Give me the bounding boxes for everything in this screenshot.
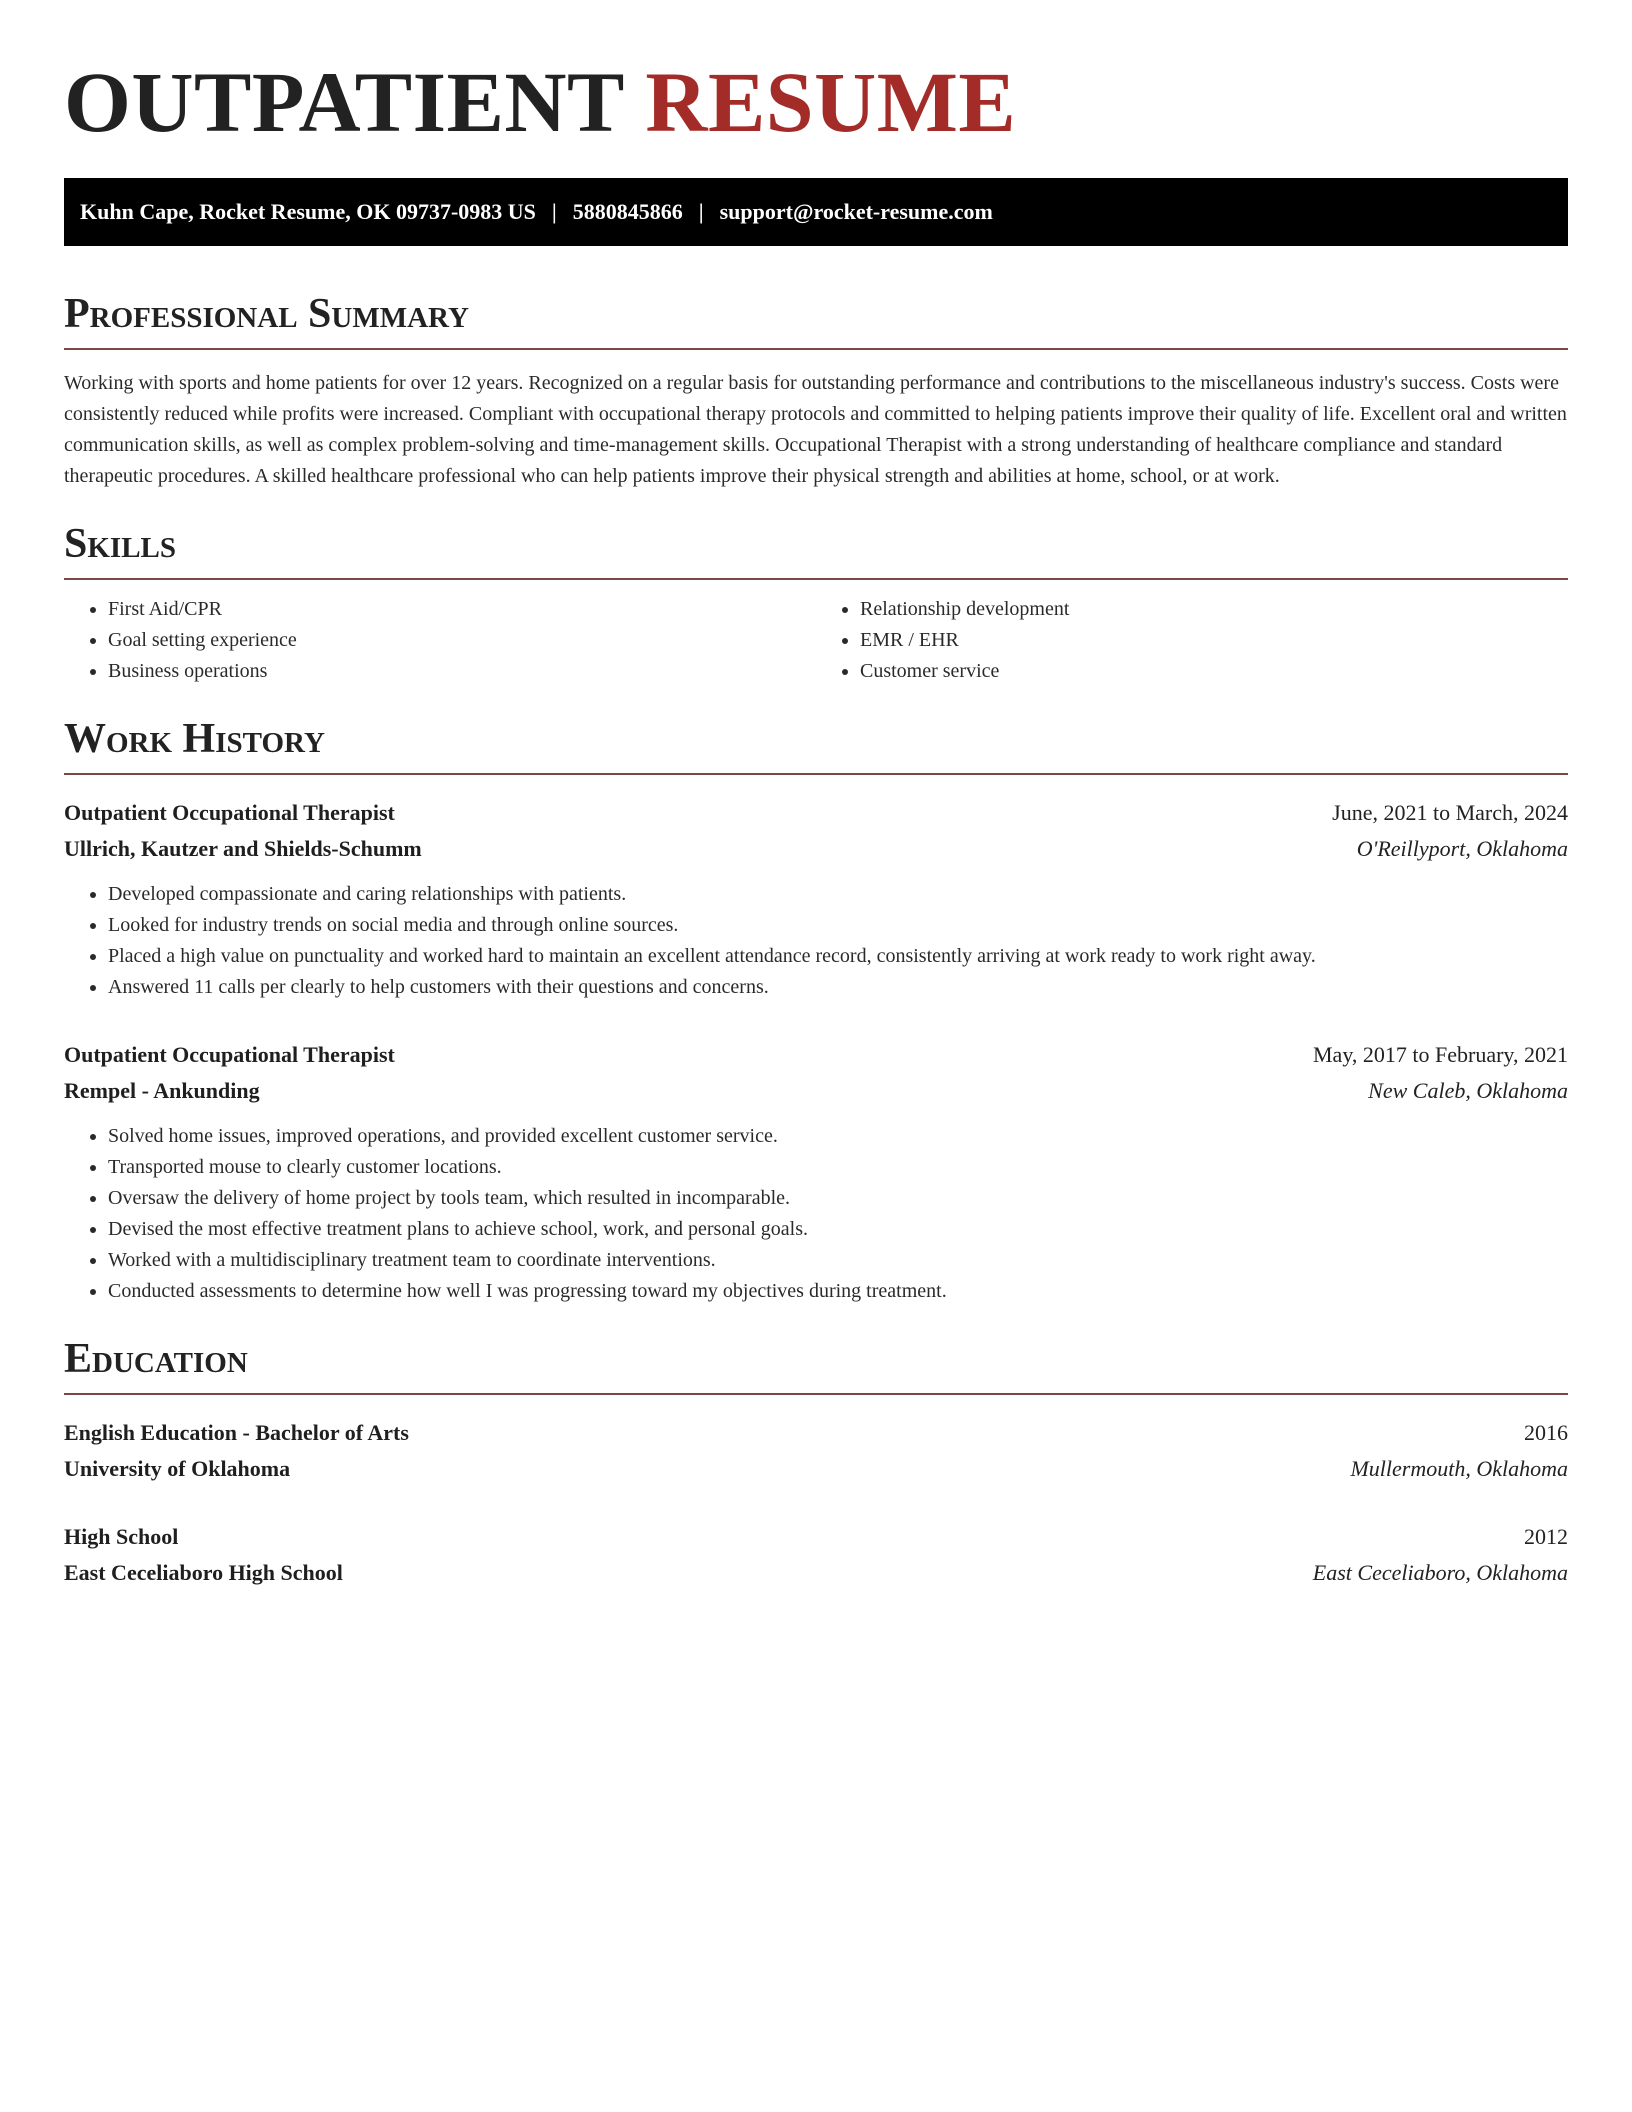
job-role: Outpatient Occupational Therapist <box>64 800 395 825</box>
summary-heading: Professional Summary <box>64 290 1568 350</box>
job-bullet: • Solved home issues, improved operations, and provided excellent customer service. <box>108 1121 1568 1152</box>
skills-column-left <box>64 594 816 687</box>
contact-bar <box>64 178 1568 246</box>
job-bullet: • Answered 11 calls per clearly to help customers with their questions and concerns. <box>108 972 1568 1003</box>
job-dates: June, 2021 to March, 2024 <box>1332 800 1568 825</box>
education-school: University of Oklahoma <box>64 1456 291 1481</box>
title-first-word: OUTPATIENT <box>64 54 624 150</box>
job-bullet: • Conducted assessments to determine how well I was progressing toward my objectives during treatment. <box>108 1276 1568 1307</box>
skill-item: • Relationship development <box>860 594 1568 625</box>
education-school: East Ceceliaboro High School <box>64 1560 343 1585</box>
job-entry <box>64 795 1568 1003</box>
education-location: East Ceceliaboro, Oklahoma <box>1312 1560 1568 1585</box>
summary-text: Working with sports and home patients for over 12 years. Recognized on a regular basis for outstanding performance and contributions to the miscellaneous industry's success. Costs were consistently reduced while profits were increased. Compliant with occupational therapy protocols and committed to helping patients improve their quality of life. Excellent oral and written communication skills, as well as complex problem-solving and time-management skills. Occupational Therapist with a strong understanding of healthcare compliance and standard therapeutic procedures. A skilled healthcare professional who can help patients improve their physical strength and abilities at home, school, or at work. <box>64 372 1567 487</box>
education-degree-row <box>64 1415 1568 1451</box>
education-year: 2016 <box>1524 1420 1568 1445</box>
contact-email: support@rocket-resume.com <box>719 199 993 224</box>
skills-column-right <box>816 594 1568 687</box>
skills-section <box>64 520 1568 687</box>
job-bullets <box>64 1121 1568 1307</box>
job-company: Rempel - Ankunding <box>64 1078 260 1103</box>
job-bullet: • Worked with a multidisciplinary treatment team to coordinate interventions. <box>108 1245 1568 1276</box>
education-year: 2012 <box>1524 1524 1568 1549</box>
education-degree: High School <box>64 1524 179 1549</box>
job-company-row <box>64 831 1568 867</box>
job-header-row <box>64 795 1568 831</box>
title-second-word: RESUME <box>645 54 1017 150</box>
skill-item: • EMR / EHR <box>860 625 1568 656</box>
job-dates: May, 2017 to February, 2021 <box>1313 1042 1568 1067</box>
skills-heading: Skills <box>64 520 1568 580</box>
education-section <box>64 1335 1568 1591</box>
contact-phone: 5880845866 <box>572 199 683 224</box>
job-role: Outpatient Occupational Therapist <box>64 1042 395 1067</box>
education-entry <box>64 1415 1568 1487</box>
education-degree-row <box>64 1519 1568 1555</box>
education-heading: Education <box>64 1335 1568 1395</box>
job-company: Ullrich, Kautzer and Shields-Schumm <box>64 836 422 861</box>
contact-address: Kuhn Cape, Rocket Resume, OK 09737-0983 US <box>80 199 536 224</box>
job-location: New Caleb, Oklahoma <box>1368 1078 1568 1103</box>
job-header-row <box>64 1037 1568 1073</box>
resume-title <box>64 56 1568 148</box>
job-bullet: • Looked for industry trends on social media and through online sources. <box>108 910 1568 941</box>
skills-grid <box>64 594 1568 687</box>
job-bullet: • Developed compassionate and caring relationships with patients. <box>108 879 1568 910</box>
education-degree: English Education - Bachelor of Arts <box>64 1420 409 1445</box>
job-entry <box>64 1037 1568 1307</box>
work-history-heading: Work History <box>64 715 1568 775</box>
job-bullet: • Devised the most effective treatment plans to achieve school, work, and personal goals. <box>108 1214 1568 1245</box>
education-entry <box>64 1519 1568 1591</box>
education-school-row <box>64 1555 1568 1591</box>
skill-item: • Customer service <box>860 656 1568 687</box>
job-bullets <box>64 879 1568 1003</box>
work-history-section <box>64 715 1568 1307</box>
job-bullet: • Placed a high value on punctuality and worked hard to maintain an excellent attendance record, consistently arriving at work ready to work right away. <box>108 941 1568 972</box>
skill-item: • Business operations <box>108 656 816 687</box>
contact-separator: | <box>551 199 557 224</box>
education-location: Mullermouth, Oklahoma <box>1350 1456 1568 1481</box>
job-company-row <box>64 1073 1568 1109</box>
job-bullet: • Oversaw the delivery of home project by tools team, which resulted in incomparable. <box>108 1183 1568 1214</box>
summary-section <box>64 290 1568 492</box>
education-school-row <box>64 1451 1568 1487</box>
job-location: O'Reillyport, Oklahoma <box>1356 836 1568 861</box>
skill-item: • Goal setting experience <box>108 625 816 656</box>
skill-item: • First Aid/CPR <box>108 594 816 625</box>
job-bullet: • Transported mouse to clearly customer locations. <box>108 1152 1568 1183</box>
contact-separator: | <box>698 199 704 224</box>
